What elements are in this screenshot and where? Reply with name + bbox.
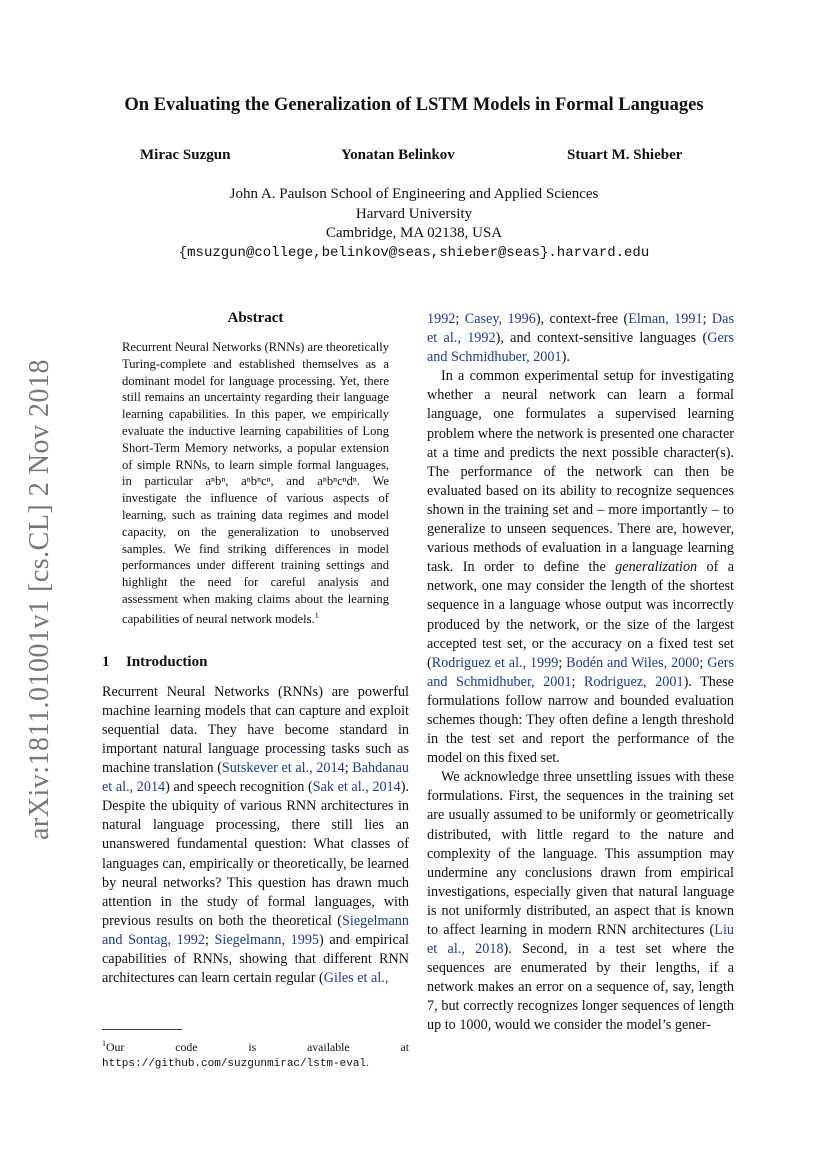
intro-paragraph-1-continued <box>427 310 734 367</box>
citation-link[interactable]: 1992 <box>427 311 456 327</box>
citation-link[interactable]: Sutskever et al., 2014 <box>221 760 345 777</box>
text-span: ), and context-sensitive languages ( <box>495 330 708 347</box>
citation-link[interactable]: Casey, 1996 <box>464 311 536 327</box>
citation-link[interactable]: Bodén and Wiles, 2000 <box>566 654 700 671</box>
emphasis: generalization <box>615 559 698 576</box>
citation-link[interactable]: Rodriguez et al., 1999 <box>431 654 559 671</box>
affiliation-line-2: Harvard University <box>355 205 473 222</box>
intro-paragraph-1 <box>102 683 409 989</box>
text-span: of a network, one may consider the length of the shortest sequence in a language whose output was incorrectly produced by the network, or the size of the largest accepted test set, or the accuracy on a fixed test set ( <box>427 559 734 671</box>
author-emails: {msuzgun@college,belinkov@seas,shieber@seas}.harvard.edu <box>178 244 650 261</box>
text-span: ; <box>699 654 708 671</box>
footnote <box>102 1036 409 1073</box>
abstract-text <box>122 339 389 628</box>
code-repository-link[interactable]: https://github.com/suzgunmirac/lstm-eval <box>102 1058 367 1071</box>
citation-link[interactable]: Gers and Schmidhuber, 2001 <box>427 330 735 366</box>
section-number: 1 <box>102 653 110 670</box>
text-span: ; <box>702 311 712 327</box>
section-heading-introduction <box>102 654 409 671</box>
intro-paragraph-2 <box>427 367 734 768</box>
footnote-end: . <box>366 1055 369 1070</box>
citation-link[interactable]: Rodriguez, 2001 <box>584 673 684 690</box>
left-column <box>102 310 409 988</box>
text-span: ; <box>558 654 567 671</box>
abstract-body: Recurrent Neural Networks (RNNs) are theoretically Turing-complete and established themselves as a dominant model for language processing. Yet, there still remains an uncertainty regarding their language learning capabilities. In this paper, we empirically evaluate the inductive learning capabilities of Long Short-Term Memory networks, a popular extension of simple RNNs, to learn simple formal languages, in particular aⁿbⁿ, aⁿbⁿcⁿ, and aⁿbⁿcⁿdⁿ. We investigate the influence of various aspects of learning, such as training data regimes and model capacity, on the generalization to unobserved samples. We find striking differences in model performances under different training settings and highlight the need for careful analysis and assessment when making claims about the learning capabilities of neural network models. <box>122 340 389 626</box>
text-span: ), context-free ( <box>535 311 629 327</box>
citation-link[interactable]: Bahdanau et al., 2014 <box>102 760 410 796</box>
section-title: Introduction <box>126 653 208 670</box>
right-column <box>427 310 734 1036</box>
citation-link[interactable]: Sak et al., 2014 <box>312 779 401 796</box>
citation-link[interactable]: Siegelmann and Sontag, 1992 <box>102 912 409 948</box>
citation-link[interactable]: Siegelmann, 1995 <box>214 931 320 948</box>
citation-link[interactable]: Das et al., 1992 <box>427 311 734 347</box>
author-3: Stuart M. Shieber <box>567 147 683 163</box>
footnote-divider <box>102 1029 182 1030</box>
paper-title: On Evaluating the Generalization of LSTM Models in Formal Languages <box>124 95 704 115</box>
text-span: ; <box>344 760 353 777</box>
text-span: ; <box>571 673 585 690</box>
arxiv-stamp: arXiv:1811.01001v1 [cs.CL] 2 Nov 2018 <box>24 359 55 840</box>
author-2: Yonatan Belinkov <box>341 147 455 163</box>
text-span: ). <box>561 349 570 366</box>
text-span: Recurrent Neural Networks (RNNs) are powerful machine learning models that can capture and exploit sequential data. They have become standard in important natural language processing tasks such as machine translation ( <box>102 683 409 777</box>
text-span: ; <box>455 311 465 327</box>
text-span: ) and speech recognition ( <box>165 779 313 796</box>
abstract-heading: Abstract <box>227 310 284 326</box>
citation-link[interactable]: Giles et al., <box>323 970 389 987</box>
text-span: ). These formulations follow narrow and bounded evaluation schemes though: They often define a length threshold in the test set and report the performance of the model on this fixed set. <box>427 673 734 767</box>
abstract-footnote-mark: 1 <box>314 610 319 620</box>
text-span: ). Second, in a test set where the sequences are enumerated by their lengths, if a network makes an error on a sequence of, say, length 7, but correctly recognizes longer sequences of length up to 1000, would we consider the model’s gener- <box>427 941 734 1034</box>
footnote-mark: 1 <box>102 1039 106 1048</box>
text-span: ) and empirical capabilities of RNNs, showing that different RNN architectures can learn certain regular ( <box>102 931 409 987</box>
footnote-text: Our code is available at <box>106 1039 409 1054</box>
affiliation-block <box>0 185 828 263</box>
author-1: Mirac Suzgun <box>140 147 231 163</box>
affiliation-line-3: Cambridge, MA 02138, USA <box>325 225 503 241</box>
intro-paragraph-3 <box>427 768 734 1035</box>
text-span: In a common experimental setup for investigating whether a neural network can learn a formal language, one formulates a supervised learning problem where the network is presented one character at a time and predicts the next possible character(s). The performance of the network can then be evaluated based on its ability to recognize sequences shown in the training set and – more importantly – to generalize to unseen sequences. There are, however, various methods of evaluation in a language learning task. In order to define the <box>427 368 734 576</box>
citation-link[interactable]: Elman, 1991 <box>628 311 703 327</box>
text-span: ). Despite the ubiquity of various RNN architectures in natural language processing, there still lies an unanswered fundamental question: What classes of languages can, empirically or theoretically, be learned by neural networks? This question has drawn much attention in the study of formal languages, with previous results on both the theoretical ( <box>102 779 410 929</box>
citation-link[interactable]: Liu et al., 2018 <box>427 922 734 958</box>
affiliation-line-1: John A. Paulson School of Engineering and Applied Sciences <box>229 186 599 202</box>
text-span: ; <box>205 931 215 948</box>
citation-link[interactable]: Gers and Schmidhuber, 2001 <box>427 654 734 690</box>
text-span: We acknowledge three unsettling issues with these formulations. First, the sequences in the training set are usually assumed to be uniformly or geometrically distributed, with little regard to the nature and complexity of the language. This assumption may undermine any conclusions drawn from empirical investigations, especially given that natural language is not uniformly distributed, an aspect that is known to affect learning in modern RNN architectures ( <box>427 769 734 938</box>
